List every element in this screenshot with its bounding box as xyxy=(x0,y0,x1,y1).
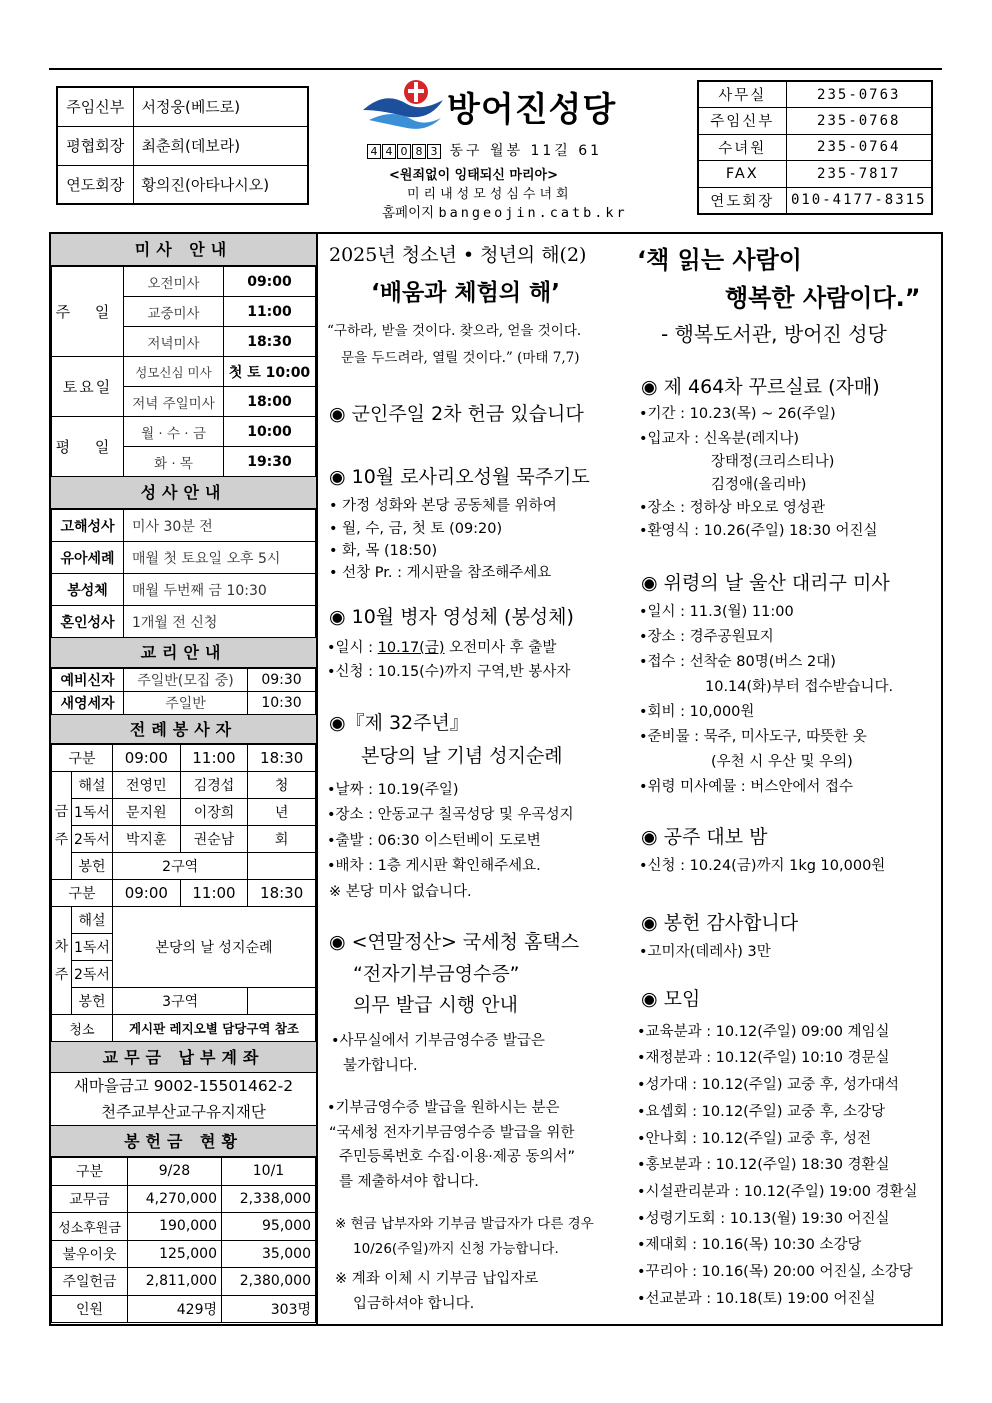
liturgy-servers-table xyxy=(51,744,316,1042)
offering-type: 인원 xyxy=(52,1295,128,1323)
tithe-account-box xyxy=(51,1073,316,1126)
mass-name: 저녁 주일미사 xyxy=(124,387,224,417)
offering-amount: 125,000 xyxy=(128,1240,222,1268)
church-address xyxy=(367,140,602,160)
zip-digit: 0 xyxy=(397,144,411,159)
church-logo-area xyxy=(359,78,659,138)
server-role: 2독서 xyxy=(72,826,113,853)
contact-phone: 235-7817 xyxy=(786,161,932,188)
bank-account: 새마을금고 9002-15501462-2 xyxy=(73,1077,294,1095)
offering-amount: 2,338,000 xyxy=(222,1185,316,1213)
class-name: 새영세자 xyxy=(52,692,124,715)
server-role: 해설 xyxy=(72,772,113,799)
meeting-line: •교육분과 : 10.12(주일) 09:00 계임실 xyxy=(637,1024,890,1040)
notice-rosary-heading: ◉ 10월 로사리오성월 묵주기도 xyxy=(329,466,590,488)
notice-military-sunday: ◉ 군인주일 2차 헌금 있습니다 xyxy=(329,403,584,425)
server-role: 봉헌 xyxy=(72,988,113,1015)
notice-cursillo-heading: ◉ 제 464차 꾸르실료 (자매) xyxy=(641,376,880,398)
sacrament-name: 고해성사 xyxy=(52,510,124,542)
col-header: 9/28 xyxy=(128,1158,222,1186)
notice-line: •준비물 : 묵주, 미사도구, 따뜻한 옷 xyxy=(639,729,867,745)
col-header: 11:00 xyxy=(180,745,248,772)
class-info: 주일반 xyxy=(124,692,248,715)
empty-cell xyxy=(248,853,316,880)
church-name: 방어진성당 xyxy=(447,90,617,130)
mass-guide-heading: 미사 안내 xyxy=(51,234,316,266)
notice-line: • 선창 Pr. : 게시판을 참조해주세요 xyxy=(329,565,552,581)
year-theme-title: 2025년 청소년 • 청년의 해(2) xyxy=(329,244,587,266)
homepage-label: 홈페이지 xyxy=(382,205,435,221)
offering-zone: 3구역 xyxy=(112,988,247,1015)
offering-amount: 2,811,000 xyxy=(128,1268,222,1296)
sacrament-name: 유아세례 xyxy=(52,542,124,574)
zip-digit: 4 xyxy=(367,144,381,159)
sisters-congregation: 미리내성모성심수녀회 xyxy=(407,187,573,202)
mass-name: 월 · 수 · 금 xyxy=(124,417,224,447)
server-name: 청 xyxy=(248,772,316,799)
contact-phone: 010-4177-8315 xyxy=(786,187,932,214)
server-name: 이장희 xyxy=(180,799,248,826)
meeting-line: •안나회 : 10.12(주일) 교중 후, 성전 xyxy=(637,1131,871,1147)
mass-time: 11:00 xyxy=(224,297,316,327)
col-header: 구분 xyxy=(52,880,113,907)
notice-line: “국세청 전자기부금영수증 발급을 위한 xyxy=(329,1125,575,1141)
offering-zone: 2구역 xyxy=(112,853,247,880)
notice-line: •사무실에서 기부금영수증 발급은 xyxy=(331,1033,545,1049)
server-role: 해설 xyxy=(72,907,113,934)
reading-quote-source: - 행복도서관, 방어진 성당 xyxy=(661,322,887,346)
offering-amount: 190,000 xyxy=(128,1213,222,1241)
week-char: 차 xyxy=(54,938,69,955)
contact-phone: 235-0768 xyxy=(786,108,932,135)
homepage-url[interactable]: bangeojin.catb.kr xyxy=(438,205,628,221)
notice-line: •입교자 : 신옥분(레지나) xyxy=(639,431,800,447)
meeting-line: •제대회 : 10.16(목) 10:30 소강당 xyxy=(637,1237,862,1253)
notice-tax-heading-3: 의무 발급 시행 안내 xyxy=(353,994,518,1016)
tithe-account-heading: 교무금 납부계좌 xyxy=(51,1042,316,1073)
server-role: 2독서 xyxy=(72,961,113,988)
officers-table xyxy=(56,86,309,205)
officer-role: 연도회장 xyxy=(57,165,133,204)
offering-amount: 2,380,000 xyxy=(222,1268,316,1296)
notice-line: •접수 : 선착순 80명(버스 2대) xyxy=(639,654,836,670)
meeting-line: •성령기도회 : 10.13(월) 19:30 어진실 xyxy=(637,1211,890,1227)
notice-line: ※ 현금 납부자와 기부금 발급자가 다른 경우 xyxy=(335,1216,594,1232)
notice-line: •신청 : 10.15(수)까지 구역,반 봉사자 xyxy=(327,664,571,680)
notice-pilgrimage-heading-2: 본당의 날 기념 성지순례 xyxy=(361,745,563,767)
class-info: 주일반(모집 중) xyxy=(124,669,248,692)
right-column xyxy=(633,234,943,1324)
notice-line: •기간 : 10.23(목) ~ 26(주일) xyxy=(639,406,836,422)
col-header: 18:30 xyxy=(248,745,316,772)
server-name: 회 xyxy=(248,826,316,853)
notice-line: •날짜 : 10.19(주일) xyxy=(327,782,459,798)
notice-sick-communion-heading: ◉ 10월 병자 영성체 (봉성체) xyxy=(329,606,574,628)
notice-thanks-heading: ◉ 봉헌 감사합니다 xyxy=(641,912,799,934)
notice-pilgrimage-heading: ◉『제 32주년』 xyxy=(329,712,469,734)
weekday-label: 평 일 xyxy=(52,417,124,477)
notice-line: •기부금영수증 발급을 원하시는 분은 xyxy=(327,1100,560,1116)
left-column xyxy=(51,234,318,1324)
line-suffix: 오전미사 후 출발 xyxy=(444,640,557,656)
week-label xyxy=(52,772,72,880)
contact-label: 사무실 xyxy=(698,81,786,108)
week-char: 주 xyxy=(54,831,69,848)
contact-label: FAX xyxy=(698,161,786,188)
mass-time: 18:00 xyxy=(224,387,316,417)
notice-line: •환영식 : 10.26(주일) 18:30 어진실 xyxy=(639,523,878,539)
notice-meetings-heading: ◉ 모임 xyxy=(641,988,701,1010)
officer-name: 황의진(아타나시오) xyxy=(133,165,308,204)
scripture-quote-line: 문을 두드려라, 열릴 것이다.” (마태 7,7) xyxy=(341,350,580,366)
sacrament-name: 봉성체 xyxy=(52,574,124,606)
meeting-line: •성가대 : 10.12(주일) 교중 후, 성가대석 xyxy=(637,1077,900,1093)
saturday-label: 토요일 xyxy=(52,357,124,417)
zip-digit: 3 xyxy=(427,144,441,159)
notice-line: ※ 본당 미사 없습니다. xyxy=(329,884,472,900)
notice-line: •배차 : 1층 게시판 확인해주세요. xyxy=(327,858,541,874)
scripture-quote-line: “구하라, 받을 것이다. 찾으라, 얻을 것이다. xyxy=(327,323,582,339)
notice-line: •회비 : 10,000원 xyxy=(639,704,755,720)
meeting-line: •요셉회 : 10.12(주일) 교중 후, 소강당 xyxy=(637,1104,885,1120)
server-name: 문지원 xyxy=(112,799,180,826)
class-name: 예비신자 xyxy=(52,669,124,692)
server-role: 1독서 xyxy=(72,934,113,961)
contact-label: 수녀원 xyxy=(698,134,786,161)
offering-status-heading: 봉헌금 현황 xyxy=(51,1126,316,1157)
notice-line: 김정애(올리바) xyxy=(711,477,807,493)
mass-time: 첫 토 10:00 xyxy=(224,357,316,387)
meeting-line: •홍보분과 : 10.12(주일) 18:30 경환실 xyxy=(637,1157,890,1173)
offering-amount: 429명 xyxy=(128,1295,222,1323)
notice-line: •고미자(데레사) 3만 xyxy=(639,944,771,960)
underlined-date: 10.17(금) xyxy=(377,640,445,656)
catechism-guide-heading: 교리안내 xyxy=(51,638,316,668)
notice-line: 주민등록번호 수집·이용·제공 동의서” xyxy=(339,1149,576,1165)
week-char: 주 xyxy=(54,966,69,983)
notice-line: 장태정(크리스티나) xyxy=(711,454,835,470)
col-header: 10/1 xyxy=(222,1158,316,1186)
sacrament-info: 매월 첫 토요일 오후 5시 xyxy=(124,542,316,574)
officer-name: 서정웅(베드로) xyxy=(133,87,308,126)
mass-name: 교중미사 xyxy=(124,297,224,327)
zip-digit: 4 xyxy=(382,144,396,159)
server-role: 1독서 xyxy=(72,799,113,826)
offering-status-table xyxy=(51,1157,316,1323)
offering-amount: 4,270,000 xyxy=(128,1185,222,1213)
contact-label: 연도회장 xyxy=(698,187,786,214)
notice-line: • 가정 성화와 본당 공동체를 위하여 xyxy=(329,498,557,514)
notice-line: • 월, 수, 금, 첫 토 (09:20) xyxy=(329,521,503,537)
contact-phone: 235-0763 xyxy=(786,81,932,108)
col-header: 18:30 xyxy=(248,880,316,907)
sacrament-info: 1개월 전 신청 xyxy=(124,606,316,638)
sacrament-info: 미사 30분 전 xyxy=(124,510,316,542)
notice-tax-heading-2: “전자기부금영수증” xyxy=(353,963,520,985)
pilgrimage-note: 본당의 날 성지순례 xyxy=(112,907,315,988)
notice-line: •신청 : 10.24(금)까지 1kg 10,000원 xyxy=(639,858,886,874)
sacrament-table xyxy=(51,509,316,638)
col-header: 11:00 xyxy=(180,880,248,907)
week-char: 금 xyxy=(54,803,69,820)
church-logo-icon xyxy=(359,78,445,134)
server-name: 권순남 xyxy=(180,826,248,853)
notice-line: • 화, 목 (18:50) xyxy=(329,543,438,559)
sacrament-guide-heading: 성사안내 xyxy=(51,477,316,509)
homepage xyxy=(382,201,628,221)
contacts-table xyxy=(697,80,933,215)
offering-type: 성소후원금 xyxy=(52,1213,128,1241)
cleaning-info: 게시판 레지오별 담당구역 참조 xyxy=(112,1015,315,1042)
offering-amount: 35,000 xyxy=(222,1240,316,1268)
server-name: 전영민 xyxy=(112,772,180,799)
bulletin-header xyxy=(49,68,942,221)
server-name: 김경섭 xyxy=(180,772,248,799)
notice-all-souls-heading: ◉ 위령의 날 울산 대리구 미사 xyxy=(641,572,890,594)
mass-name: 화 · 목 xyxy=(124,447,224,477)
notice-line: ※ 계좌 이체 시 기부금 납입자로 xyxy=(335,1271,539,1287)
notice-line: •일시 : 11.3(월) 11:00 xyxy=(639,604,794,620)
notice-line: (우천 시 우산 및 우의) xyxy=(711,754,853,770)
mass-name: 오전미사 xyxy=(124,267,224,297)
year-theme-subtitle: ‘배움과 체험의 해’ xyxy=(371,280,561,306)
notice-line: 10/26(주일)까지 신청 가능합니다. xyxy=(353,1241,559,1257)
contact-phone: 235-0764 xyxy=(786,134,932,161)
col-header: 구분 xyxy=(52,1158,128,1186)
zip-code xyxy=(367,143,442,159)
meeting-line: •시설관리분과 : 10.12(주일) 19:00 경환실 xyxy=(637,1184,918,1200)
account-holder: 천주교부산교구유지재단 xyxy=(101,1103,266,1121)
col-header: 09:00 xyxy=(112,880,180,907)
notice-line xyxy=(327,636,556,657)
class-time: 09:30 xyxy=(248,669,316,692)
notice-line: •장소 : 경주공원묘지 xyxy=(639,629,774,645)
cleaning-label: 청소 xyxy=(52,1015,113,1042)
notice-line: 불가합니다. xyxy=(343,1058,418,1074)
week-label xyxy=(52,907,72,1015)
line-prefix: •일시 : xyxy=(327,640,378,656)
notice-line: •장소 : 정하상 바오로 영성관 xyxy=(639,500,825,516)
middle-column xyxy=(321,234,631,1324)
meeting-line: •꾸리아 : 10.16(목) 20:00 어진실, 소강당 xyxy=(637,1264,913,1280)
offering-type: 불우이웃 xyxy=(52,1240,128,1268)
sunday-label: 주 일 xyxy=(52,267,124,357)
officer-role: 주임신부 xyxy=(57,87,133,126)
notice-tax-heading: ◉ <연말정산> 국세청 홈택스 xyxy=(329,931,580,953)
contact-label: 주임신부 xyxy=(698,108,786,135)
offering-type: 교무금 xyxy=(52,1185,128,1213)
reading-quote-line: ‘책 읽는 사람이 xyxy=(637,246,802,274)
class-time: 10:30 xyxy=(248,692,316,715)
motto: <원죄없이 잉태되신 마리아> xyxy=(389,168,558,183)
mass-time: 18:30 xyxy=(224,327,316,357)
offering-amount: 303명 xyxy=(222,1295,316,1323)
offering-amount: 95,000 xyxy=(222,1213,316,1241)
officer-role: 평협회장 xyxy=(57,126,133,165)
server-role: 봉헌 xyxy=(72,853,113,880)
notice-line: •장소 : 안동교구 칠곡성당 및 우곡성지 xyxy=(327,807,574,823)
bulletin-body xyxy=(49,232,943,1326)
mass-name: 성모신심 미사 xyxy=(124,357,224,387)
sacrament-info: 매월 두번째 금 10:30 xyxy=(124,574,316,606)
notice-line: •출발 : 06:30 이스턴베이 도로변 xyxy=(327,833,541,849)
notice-line: 10.14(화)부터 접수받습니다. xyxy=(705,679,894,695)
server-name: 년 xyxy=(248,799,316,826)
catechism-table xyxy=(51,668,316,715)
empty-cell xyxy=(248,988,316,1015)
notice-line: •위령 미사예물 : 버스안에서 접수 xyxy=(639,779,853,795)
meeting-line: •선교분과 : 10.18(토) 19:00 어진실 xyxy=(637,1291,876,1307)
reading-quote-line: 행복한 사람이다.” xyxy=(725,284,921,312)
officer-name: 최춘희(데보라) xyxy=(133,126,308,165)
mass-time: 10:00 xyxy=(224,417,316,447)
server-name: 박지훈 xyxy=(112,826,180,853)
mass-time: 19:30 xyxy=(224,447,316,477)
notice-line: 를 제출하셔야 합니다. xyxy=(339,1174,479,1190)
notice-chestnut-heading: ◉ 공주 대보 밤 xyxy=(641,826,768,848)
col-header: 09:00 xyxy=(112,745,180,772)
mass-schedule-table xyxy=(51,266,316,477)
offering-type: 주일헌금 xyxy=(52,1268,128,1296)
col-header: 구분 xyxy=(52,745,113,772)
sacrament-name: 혼인성사 xyxy=(52,606,124,638)
mass-name: 저녁미사 xyxy=(124,327,224,357)
meeting-line: •재정분과 : 10.12(주일) 10:10 경문실 xyxy=(637,1050,890,1066)
street-address: 동구 월봉 11길 61 xyxy=(449,143,603,159)
liturgy-servers-heading: 전례봉사자 xyxy=(51,715,316,744)
mass-time: 09:00 xyxy=(224,267,316,297)
zip-digit: 8 xyxy=(412,144,426,159)
notice-line: 입금하셔야 합니다. xyxy=(353,1296,475,1312)
